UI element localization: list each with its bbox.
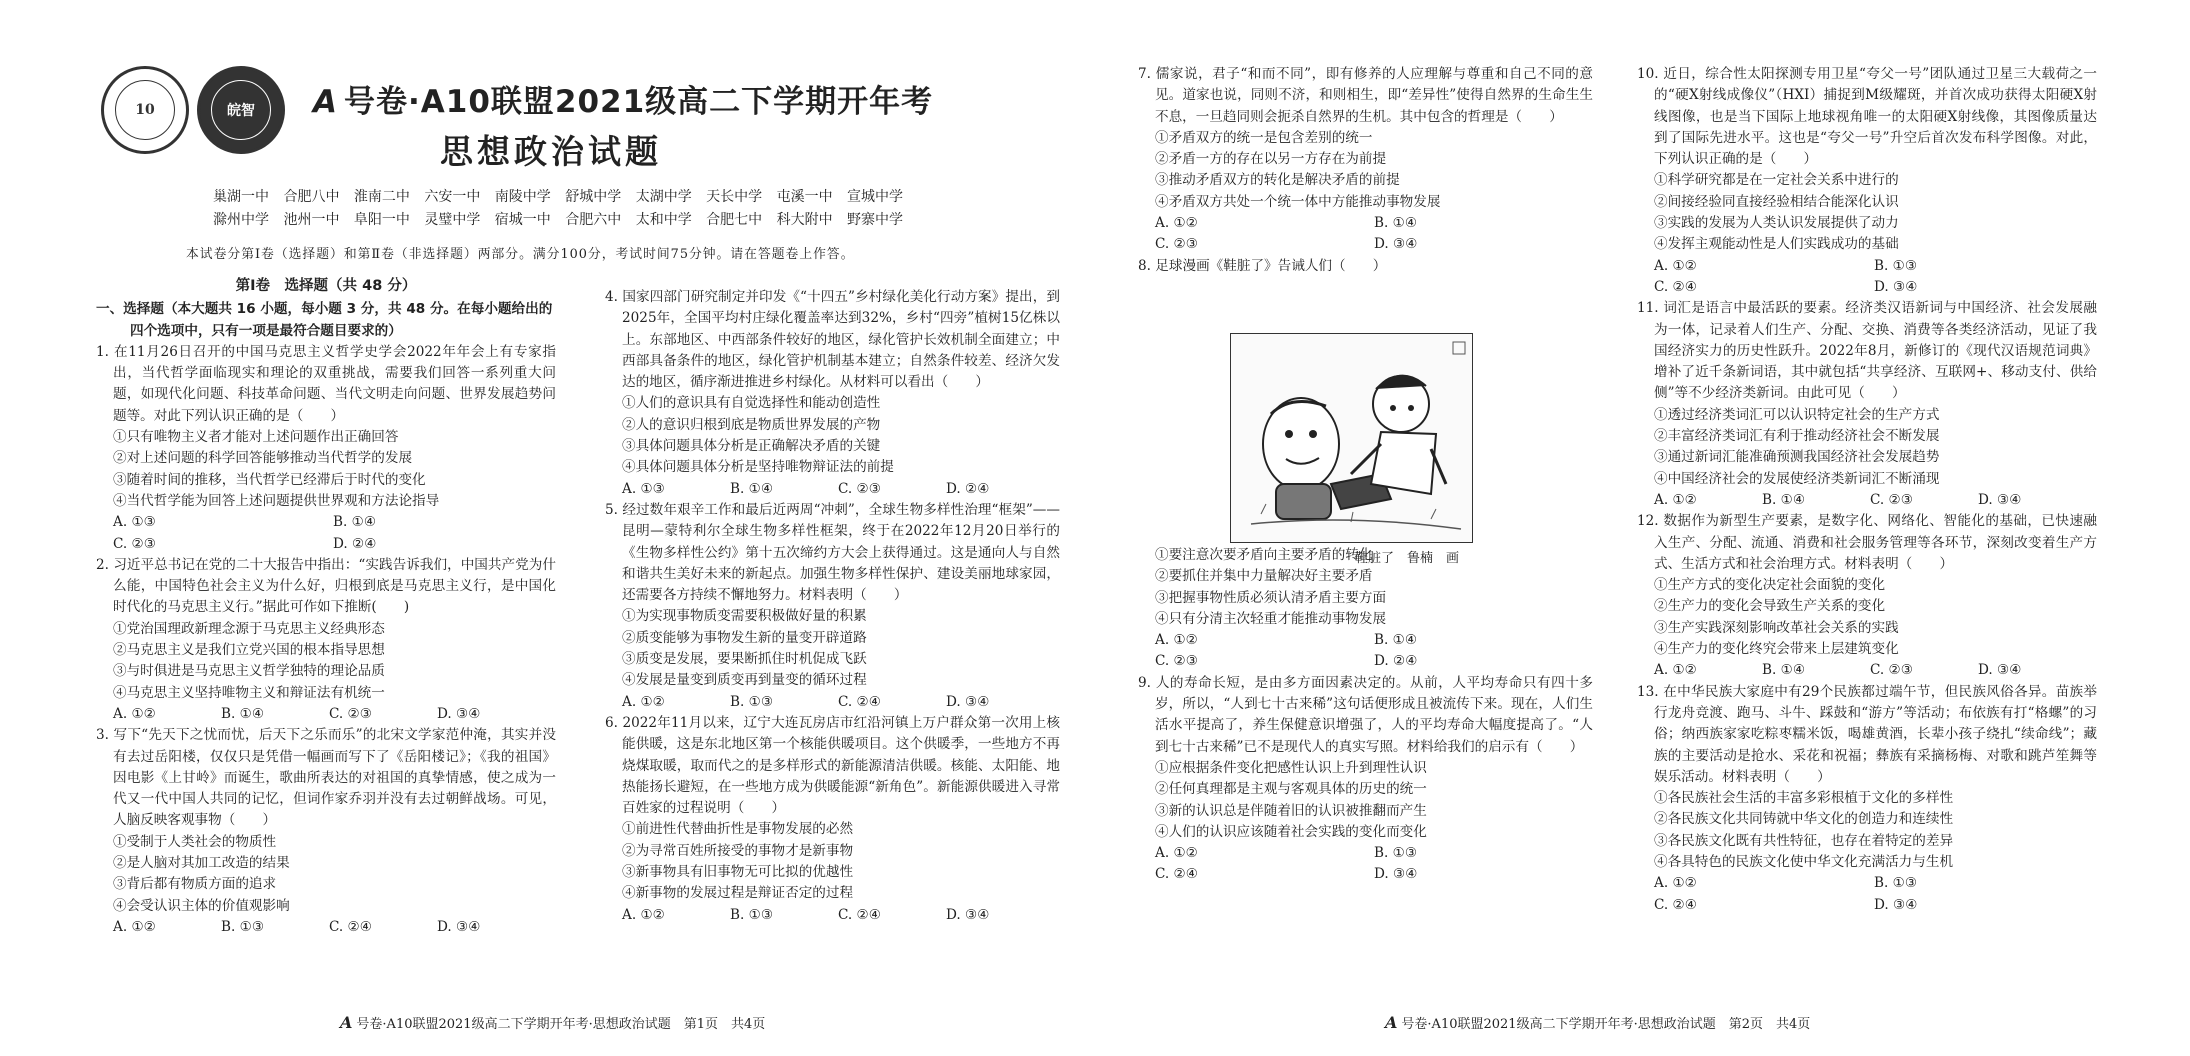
- question-1: [96, 342, 556, 555]
- choice-d: D. ③④: [1374, 236, 1418, 253]
- choice-b: B. ①③: [221, 918, 265, 935]
- question-stem: 4. 国家四部门研究制定并印发《“十四五”乡村绿化美化行动方案》提出，到2025年，全国平均村庄绿化覆盖率达到32%，乡村“四旁”植树15亿株以上。东部地区、中西部条件较好的地区，绿化管护长效机制全面建立；中西部具备条件的地区，绿化管护机制基本建立；自然条件较差、经济欠发达的地区，循序渐进推进乡村绿化。从材料可以看出（ ）: [605, 289, 1060, 391]
- choice-b: B. ①④: [1762, 662, 1806, 679]
- choice-c: C. ②④: [329, 918, 372, 935]
- question-stem: 8. 足球漫画《鞋脏了》告诫人们（ ）: [1138, 257, 1387, 274]
- choice-a: A. ①②: [1155, 632, 1198, 649]
- choice-c: C. ②③: [1155, 236, 1198, 253]
- question-13: [1637, 682, 2097, 916]
- choice-d: D. ③④: [1374, 866, 1418, 883]
- choice-a: A. ①②: [1654, 257, 1697, 274]
- statement-1: ①各民族社会生活的丰富多彩根植于文化的多样性: [1654, 790, 1954, 807]
- statement-1: ①要注意次要矛盾向主要矛盾的转化: [1155, 546, 1373, 563]
- question-6: [605, 713, 1060, 926]
- answer-choices: [1138, 234, 1593, 255]
- answer-choices: [96, 512, 556, 533]
- choice-b: B. ①③: [1874, 875, 1918, 892]
- page2-column-right: [1637, 64, 2097, 916]
- exam-header: [95, 62, 955, 182]
- choice-d: D. ②④: [946, 480, 990, 497]
- statement-3: ③推动矛盾双方的转化是解决矛盾的前提: [1155, 172, 1400, 189]
- comic-caption: 鞋脏了 鲁楠 画: [1355, 551, 1460, 566]
- statement-3: ③各民族文化既有共性特征，也存在着特定的差异: [1654, 832, 1954, 849]
- choice-b: B. ①③: [1374, 845, 1418, 862]
- statement-2: ②对上述问题的科学回答能够推动当代哲学的发展: [113, 450, 413, 467]
- statement-1: ①人们的意识具有自觉选择性和能动创造性: [622, 395, 881, 412]
- statement-4: ④只有分清主次轻重才能推动事物发展: [1155, 610, 1387, 627]
- statement-2: ②是人脑对其加工改造的结果: [113, 855, 290, 872]
- footer-brand-icon: A: [340, 1013, 353, 1032]
- choice-d: D. ③④: [946, 906, 990, 923]
- choice-b: B. ①③: [730, 693, 774, 710]
- statement-3: ③把握事物性质必须认清矛盾主要方面: [1155, 589, 1387, 606]
- choice-b: B. ①④: [730, 480, 774, 497]
- choice-d: D. ③④: [437, 705, 481, 722]
- exam-notice: 本试卷分第Ⅰ卷（选择题）和第Ⅱ卷（非选择题）两部分。满分100分，考试时间75分钟。请在答题卷上作答。: [186, 247, 855, 262]
- question-11: [1637, 298, 2097, 511]
- question-stem: 12. 数据作为新型生产要素，是数字化、网络化、智能化的基础，已快速融入生产、分配、流通、消费和社会服务管理等各环节，深刻改变着生产方式、生活方式和社会治理方式。材料表明（ ）: [1637, 513, 2097, 572]
- statement-2: ②为寻常百姓所接受的事物才是新事物: [622, 842, 854, 859]
- answer-choices: [1637, 873, 2097, 894]
- statement-4: ④人们的认识应该随着社会实践的变化而变化: [1155, 823, 1427, 840]
- statement-2: ②间接经验同直接经验相结合能深化认识: [1654, 193, 1899, 210]
- answer-choices: [1637, 660, 2097, 681]
- statement-3: ③通过新词汇能准确预测我国经济社会发展趋势: [1654, 449, 1940, 466]
- choice-a: A. ①②: [1155, 845, 1198, 862]
- choice-a: A. ①②: [1654, 875, 1697, 892]
- statement-1: ①前进性代替曲折性是事物发展的必然: [622, 821, 854, 838]
- question-stem: 3. 写下“先天下之忧而忧，后天下之乐而乐”的北宋文学家范仲淹，其实并没有去过岳阳楼，仅仅只是凭借一幅画而写下了《岳阳楼记》；《我的祖国》因电影《上甘岭》而诞生，歌曲所表达的对祖国的真挚情感，使之成为一代又一代中国人共同的记忆，但词作家乔羽并没有去过朝鲜战场。可见，人脑反映客观事物（ ）: [96, 727, 556, 829]
- choice-d: D. ③④: [1978, 491, 2022, 508]
- question-12: [1637, 511, 2097, 681]
- page2-footer: A 号卷·A10联盟2021级高二下学期开年考·思想政治试题 第2页 共4页: [1385, 1013, 1811, 1032]
- page1-column-left: [96, 276, 556, 938]
- choice-d: D. ③④: [1978, 662, 2022, 679]
- question-stem: 11. 词汇是语言中最活跃的要素。经济类汉语新词与中国经济、社会发展融为一体，记录着人们生产、分配、交换、消费等各类经济活动，见证了我国经济实力的历史性跃升。2022年8月，新修订的《现代汉语规范词典》增补了近千条新词语，其中就包括“共享经济、互联网+、移动支付、供给侧”等不少经济类新词。由此可见（ ）: [1637, 300, 2097, 402]
- statement-3: ③新的认识总是伴随着旧的认识被推翻而产生: [1155, 802, 1427, 819]
- section-title: 第Ⅰ卷 选择题（共 48 分）: [235, 278, 417, 294]
- choice-a: A. ①②: [622, 906, 665, 923]
- choice-c: C. ②③: [838, 480, 881, 497]
- question-5: [605, 500, 1060, 713]
- choice-b: B. ①④: [1762, 491, 1806, 508]
- answer-choices: [1637, 277, 2097, 298]
- answer-choices: [1138, 630, 1593, 651]
- participating-schools: [213, 186, 903, 232]
- choice-d: D. ③④: [1874, 896, 1918, 913]
- brand-mark-icon: A: [313, 84, 338, 120]
- section-description: 一、选择题（本大题共 16 小题，每小题 3 分，共 48 分。在每小题给出的四个选项中，只有一项是最符合题目要求的）: [96, 301, 553, 339]
- alliance-seal-logo: 10: [101, 66, 189, 154]
- wanzhi-education-logo: 皖智: [197, 66, 285, 154]
- statement-1: ①应根据条件变化把感性认识上升到理性认识: [1155, 759, 1427, 776]
- choice-a: A. ①③: [622, 480, 665, 497]
- answer-choices: [1138, 864, 1593, 885]
- statement-2: ②各民族文化共同铸就中华文化的创造力和连续性: [1654, 811, 1954, 828]
- statement-1: ①矛盾双方的统一是包含差别的统一: [1155, 129, 1373, 146]
- choice-d: D. ②④: [1374, 653, 1418, 670]
- question-stem: 2. 习近平总书记在党的二十大报告中指出：“实践告诉我们，中国共产党为什么能，中国特色社会主义为什么好，归根到底是马克思主义行，是中国化时代化的马克思主义行。”据此可作如下推断( ): [96, 556, 556, 616]
- subject-title: 思想政治试题: [440, 132, 662, 171]
- statement-2: ②丰富经济类词汇有利于推动经济社会不断发展: [1654, 428, 1940, 445]
- choice-c: C. ②③: [1155, 653, 1198, 670]
- choice-c: C. ②③: [1870, 662, 1913, 679]
- statement-4: ④各具特色的民族文化使中华文化充满活力与生机: [1654, 853, 1954, 870]
- answer-choices: [605, 479, 1060, 500]
- answer-choices: [1637, 256, 2097, 277]
- statement-1: ①受制于人类社会的物质性: [113, 833, 277, 850]
- choice-a: A. ①②: [113, 705, 156, 722]
- answer-choices: [1138, 651, 1593, 672]
- page1-column-right: [605, 287, 1060, 926]
- footer-brand-icon: A: [1385, 1013, 1398, 1032]
- choice-a: A. ①②: [622, 693, 665, 710]
- question-9: [1138, 673, 1593, 886]
- statement-2: ②要抓住并集中力量解决好主要矛盾: [1155, 568, 1373, 585]
- choice-b: B. ①④: [1374, 632, 1418, 649]
- choice-c: C. ②④: [1654, 278, 1697, 295]
- question-stem: 10. 近日，综合性太阳探测专用卫星“夸父一号”团队通过卫星三大载荷之一的“硬X射线成像仪”（HXI）捕捉到M级耀斑，并首次成功获得太阳硬X射线图像，也是当下国际上地球视角唯一的太阳硬X射线像，其图像质量达到了国际先进水平。这也是“夸父一号”升空后首次发布科学图像。对此，下列认识正确的是（ ）: [1637, 66, 2097, 168]
- question-2: [96, 555, 556, 725]
- answer-choices: [605, 905, 1060, 926]
- statement-1: ①党治国理政新理念源于马克思主义经典形态: [113, 620, 385, 637]
- answer-choices: [96, 704, 556, 725]
- choice-b: B. ①④: [221, 705, 265, 722]
- question-stem: 6. 2022年11月以来，辽宁大连瓦房店市红沿河镇上万户群众第一次用上核能供暖，这是东北地区第一个核能供暖项目。这个供暖季，一些地方不再烧煤取暖，取而代之的是多样形式的新能源清洁供暖。核能、太阳能、地热能扬长避短，在一些地方成为供暖能源“新角色”。新能源供暖进入寻常百姓家的过程说明（ ）: [605, 714, 1060, 817]
- choice-b: B. ①④: [333, 514, 377, 531]
- statement-4: ④发展是量变到质变再到量变的循环过程: [622, 672, 867, 689]
- statement-2: ②马克思主义是我们立党兴国的根本指导思想: [113, 642, 385, 659]
- choice-c: C. ②③: [1870, 491, 1913, 508]
- choice-a: A. ①②: [1155, 215, 1198, 232]
- exam-brand-title: A 号卷·A10联盟2021级高二下学期开年考: [313, 84, 934, 120]
- statement-4: ④发挥主观能动性是人们实践成功的基础: [1654, 236, 1899, 253]
- statement-4: ④新事物的发展过程是辩证否定的过程: [622, 885, 854, 902]
- question-stem: 5. 经过数年艰辛工作和最后近两周“冲刺”，全球生物多样性治理“框架”——昆明—蒙特利尔全球生物多样性框架，终于在2022年12月20日举行的《生物多样性公约》第十五次缔约方大会上获得通过。这是通向人与自然和谐共生美好未来的新起点。加强生物多样性保护、建设美丽地球家园，还需要各方持续不懈地努力。材料表明（ ）: [605, 501, 1060, 604]
- statement-1: ①只有唯物主义者才能对上述问题作出正确回答: [113, 429, 399, 446]
- statement-2: ②质变能够为事物发生新的量变开辟道路: [622, 629, 867, 646]
- question-stem: 7. 儒家说，君子“和而不同”，即有修养的人应理解与尊重和自己不同的意见。道家也说，同则不济，和则相生，即“差异性”使得自然界的生命生生不息，一旦趋同则会扼杀自然界的生机。其中包含的哲理是（ ）: [1138, 66, 1593, 125]
- choice-a: A. ①②: [1654, 491, 1697, 508]
- question-7: [1138, 64, 1593, 256]
- statement-1: ①透过经济类词汇可以认识特定社会的生产方式: [1654, 406, 1940, 423]
- statement-2: ②矛盾一方的存在以另一方存在为前提: [1155, 151, 1387, 168]
- statement-1: ①科学研究都是在一定社会关系中进行的: [1654, 172, 1899, 189]
- statement-3: ③具体问题具体分析是正确解决矛盾的关键: [622, 438, 881, 455]
- statement-3: ③质变是发展，要果断抓住时机促成飞跃: [622, 651, 867, 668]
- choice-c: C. ②④: [1155, 866, 1198, 883]
- choice-c: C. ②③: [113, 535, 156, 552]
- question-4: [605, 287, 1060, 500]
- schools-line-2: 滁州中学 池州一中 阜阳一中 灵璧中学 宿城一中 合肥六中 太和中学 合肥七中 科大附中 野寨中学: [213, 212, 904, 228]
- question-stem: 1. 在11月26日召开的中国马克思主义哲学史学会2022年年会上有专家指出，当代哲学面临现实和理论的双重挑战，需要我们回答一系列重大问题，如现代化问题、科技革命问题、当代文明走向问题、世界发展趋势问题等。对此下列认识正确的是（ ）: [96, 343, 556, 424]
- comic-drawing-icon: [1231, 334, 1471, 541]
- question-stem: 13. 在中华民族大家庭中有29个民族都过端午节，但民族风俗各异。苗族举行龙舟竞渡、跑马、斗牛、踩鼓和“游方”等活动；布依族有打“格螺”的习俗；纳西族家家吃粽枣糯米饭，喝雄黄酒，长辈小孩子绕扎“续命线”；藏族的主要活动是抢水、采花和祝福；彝族有采摘杨梅、对歌和跳芦笙舞等娱乐活动。材料表明（ ）: [1637, 683, 2097, 785]
- choice-b: B. ①③: [730, 906, 774, 923]
- choice-a: A. ①②: [1654, 662, 1697, 679]
- choice-c: C. ②④: [1654, 896, 1697, 913]
- statement-4: ④马克思主义坚持唯物主义和辩证法有机统一: [113, 684, 385, 701]
- statement-3: ③实践的发展为人类认识发展提供了动力: [1654, 215, 1899, 232]
- statement-4: ④矛盾双方共处一个统一体中方能推动事物发展: [1155, 193, 1441, 210]
- statement-4: ④当代哲学能为回答上述问题提供世界观和方法论指导: [113, 492, 440, 509]
- choice-d: D. ③④: [946, 693, 990, 710]
- answer-choices: [96, 534, 556, 555]
- choice-c: C. ②④: [838, 906, 881, 923]
- statement-3: ③随着时间的推移，当代哲学已经滞后于时代的变化: [113, 471, 426, 488]
- statement-3: ③生产实践深刻影响改革社会关系的实践: [1654, 619, 1899, 636]
- choice-b: B. ①④: [1374, 215, 1418, 232]
- answer-choices: [1138, 213, 1593, 234]
- statement-4: ④生产力的变化终究会带来上层建筑变化: [1654, 641, 1899, 658]
- statement-3: ③背后都有物质方面的追求: [113, 876, 277, 893]
- choice-d: D. ②④: [333, 535, 377, 552]
- question-stem: 9. 人的寿命长短，是由多方面因素决定的。从前，人平均寿命只有四十多岁，所以，“人到七十古来稀”这句话便形成且被流传下来。现在，人们生活水平提高了，养生保健意识增强了，人的平均寿命大幅度提高了。“人到七十古来稀”已不是现代人的真实写照。材料给我们的启示有（ ）: [1138, 674, 1593, 755]
- answer-choices: [96, 917, 556, 938]
- statement-4: ④具体问题具体分析是坚持唯物辩证法的前提: [622, 459, 894, 476]
- choice-a: A. ①③: [113, 514, 156, 531]
- choice-c: C. ②④: [838, 693, 881, 710]
- statement-3: ③新事物具有旧事物无可比拟的优越性: [622, 864, 854, 881]
- statement-2: ②任何真理都是主观与客观具体的历史的统一: [1155, 781, 1427, 798]
- statement-4: ④中国经济社会的发展使经济类新词汇不断涌现: [1654, 470, 1940, 487]
- statement-2: ②人的意识归根到底是物质世界发展的产物: [622, 416, 881, 433]
- choice-a: A. ①②: [113, 918, 156, 935]
- answer-choices: [1138, 843, 1593, 864]
- answer-choices: [1637, 490, 2097, 511]
- choice-d: D. ③④: [1874, 278, 1918, 295]
- choice-c: C. ②③: [329, 705, 372, 722]
- choice-d: D. ③④: [437, 918, 481, 935]
- statement-2: ②生产力的变化会导致生产关系的变化: [1654, 598, 1886, 615]
- statement-1: ①为实现事物质变需要积极做好量的积累: [622, 608, 867, 625]
- statement-4: ④会受认识主体的价值观影响: [113, 897, 290, 914]
- choice-b: B. ①③: [1874, 257, 1918, 274]
- page1-footer: A 号卷·A10联盟2021级高二下学期开年考·思想政治试题 第1页 共4页: [340, 1013, 766, 1032]
- question-3: [96, 725, 556, 938]
- statement-3: ③与时俱进是马克思主义哲学独特的理论品质: [113, 663, 385, 680]
- statement-1: ①生产方式的变化决定社会面貌的变化: [1654, 577, 1886, 594]
- schools-line-1: 巢湖一中 合肥八中 淮南二中 六安一中 南陵中学 舒城中学 太湖中学 天长中学 屯溪一中 宣城中学: [213, 189, 904, 205]
- answer-choices: [1637, 895, 2097, 916]
- question-10: [1637, 64, 2097, 298]
- dirty-shoe-comic-illustration: [1230, 333, 1473, 543]
- answer-choices: [605, 692, 1060, 713]
